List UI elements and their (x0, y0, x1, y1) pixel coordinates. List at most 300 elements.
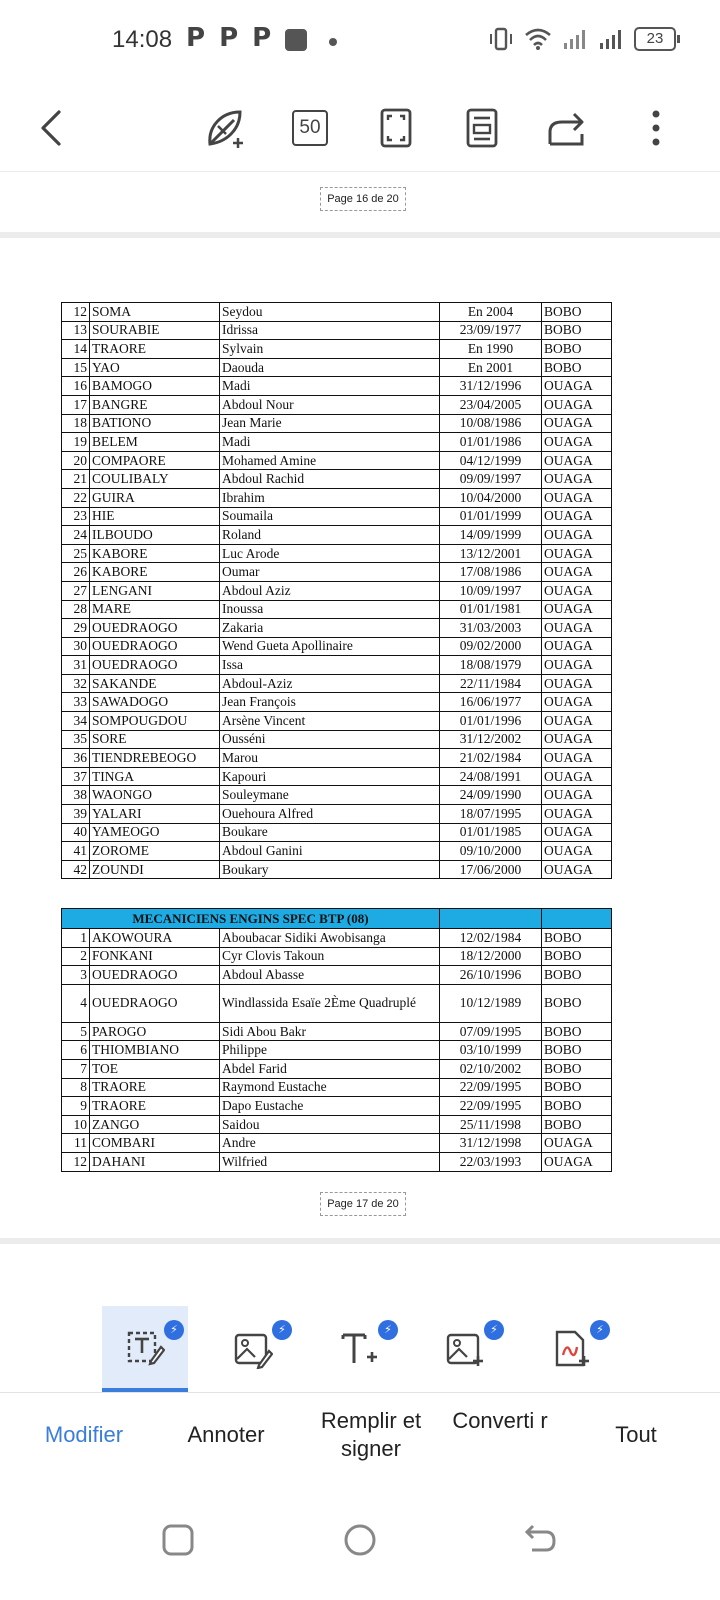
row-number-cell: 27 (62, 581, 90, 600)
last-name-cell: SOURABIE (90, 321, 220, 340)
row-number-cell: 15 (62, 358, 90, 377)
last-name-cell: TRAORE (90, 340, 220, 359)
viewer-toolbar (0, 80, 720, 172)
more-notifications-icon (329, 38, 337, 46)
row-number-cell: 11 (62, 1134, 90, 1153)
last-name-cell: OUEDRAOGO (90, 637, 220, 656)
last-name-cell: TRAORE (90, 1097, 220, 1116)
birth-date-cell: En 2001 (440, 358, 542, 377)
first-name-cell: Aboubacar Sidiki Awobisanga (220, 929, 440, 948)
table-row (62, 619, 612, 638)
table-row (62, 1059, 612, 1078)
first-name-cell: Windlassida Esaïe 2Ème Quadruplé (220, 984, 440, 1022)
row-number-cell: 29 (62, 619, 90, 638)
first-name-cell: Boukare (220, 823, 440, 842)
first-name-cell: Roland (220, 526, 440, 545)
header-cell (440, 909, 542, 929)
first-name-cell: Issa (220, 656, 440, 675)
birth-date-cell: 01/01/1999 (440, 507, 542, 526)
birth-date-cell: 01/01/1986 (440, 433, 542, 452)
location-cell: BOBO (542, 303, 612, 322)
table-row (62, 1022, 612, 1041)
last-name-cell: COULIBALY (90, 470, 220, 489)
last-name-cell: SOMPOUGDOU (90, 712, 220, 731)
page-mode-button[interactable] (454, 100, 510, 156)
first-name-cell: Oumar (220, 563, 440, 582)
status-bar (0, 0, 720, 80)
location-cell: OUAGA (542, 693, 612, 712)
table-row (62, 1078, 612, 1097)
first-name-cell: Cyr Clovis Takoun (220, 947, 440, 966)
last-name-cell: SORE (90, 730, 220, 749)
pdf-tools-icon (551, 1329, 591, 1369)
table-row (62, 947, 612, 966)
first-name-cell: Madi (220, 433, 440, 452)
location-cell: OUAGA (542, 526, 612, 545)
status-time: 14:08 (112, 26, 173, 53)
location-cell: OUAGA (542, 581, 612, 600)
row-number-cell: 2 (62, 947, 90, 966)
first-name-cell: Abdoul Ganini (220, 842, 440, 861)
last-name-cell: DAHANI (90, 1152, 220, 1171)
page-number-label: Page 16 de 20 (320, 187, 406, 211)
table-row (62, 656, 612, 675)
row-number-cell: 10 (62, 1115, 90, 1134)
birth-date-cell: 22/11/1984 (440, 674, 542, 693)
last-name-cell: GUIRA (90, 488, 220, 507)
location-cell: BOBO (542, 966, 612, 985)
row-number-cell: 42 (62, 860, 90, 879)
birth-date-cell: En 2004 (440, 303, 542, 322)
ai-feather-button[interactable] (196, 100, 252, 156)
location-cell: OUAGA (542, 674, 612, 693)
notification-p-icon: P (219, 23, 239, 53)
birth-date-cell: 14/09/1999 (440, 526, 542, 545)
last-name-cell: TRAORE (90, 1078, 220, 1097)
table-row (62, 303, 612, 322)
row-number-cell: 19 (62, 433, 90, 452)
first-name-cell: Abdoul Nour (220, 395, 440, 414)
location-cell: BOBO (542, 947, 612, 966)
location-cell: OUAGA (542, 767, 612, 786)
birth-date-cell: 22/03/1993 (440, 1152, 542, 1171)
row-number-cell: 35 (62, 730, 90, 749)
location-cell: OUAGA (542, 749, 612, 768)
birth-date-cell: 13/12/2001 (440, 544, 542, 563)
table-row (62, 526, 612, 545)
first-name-cell: Souleymane (220, 786, 440, 805)
row-number-cell: 4 (62, 984, 90, 1022)
location-cell: OUAGA (542, 377, 612, 396)
location-cell: BOBO (542, 1115, 612, 1134)
birth-date-cell: 31/12/2002 (440, 730, 542, 749)
row-number-cell: 14 (62, 340, 90, 359)
last-name-cell: LENGANI (90, 581, 220, 600)
location-cell: BOBO (542, 984, 612, 1022)
location-cell: OUAGA (542, 805, 612, 824)
location-cell: BOBO (542, 1022, 612, 1041)
row-number-cell: 31 (62, 656, 90, 675)
last-name-cell: AKOWOURA (90, 929, 220, 948)
location-cell: BOBO (542, 1041, 612, 1060)
first-name-cell: Raymond Eustache (220, 1078, 440, 1097)
table-row (62, 358, 612, 377)
last-name-cell: TINGA (90, 767, 220, 786)
location-cell: OUAGA (542, 637, 612, 656)
location-cell: OUAGA (542, 395, 612, 414)
birth-date-cell: 24/08/1991 (440, 767, 542, 786)
notification-p-icon: P (186, 23, 206, 53)
location-cell: BOBO (542, 1059, 612, 1078)
section-header: MECANICIENS ENGINS SPEC BTP (08) (62, 909, 440, 929)
notification-p-icon: P (252, 23, 272, 53)
first-name-cell: Zakaria (220, 619, 440, 638)
location-cell: BOBO (542, 1078, 612, 1097)
table-row (62, 1134, 612, 1153)
table-row (62, 433, 612, 452)
battery-indicator: 23 (634, 27, 676, 51)
first-name-cell: Abdoul Abasse (220, 966, 440, 985)
first-name-cell: Seydou (220, 303, 440, 322)
row-number-cell: 30 (62, 637, 90, 656)
location-cell: OUAGA (542, 842, 612, 861)
first-name-cell: Inoussa (220, 600, 440, 619)
row-number-cell: 12 (62, 303, 90, 322)
table-row (62, 1152, 612, 1171)
last-name-cell: HIE (90, 507, 220, 526)
page-layout-icon (465, 107, 499, 149)
recent-apps-icon[interactable] (158, 1520, 198, 1560)
row-number-cell: 12 (62, 1152, 90, 1171)
table-row (62, 488, 612, 507)
table-row (62, 984, 612, 1022)
premium-badge-icon: ⚡ (378, 1320, 398, 1340)
header-cell (542, 909, 612, 929)
last-name-cell: COMBARI (90, 1134, 220, 1153)
birth-date-cell: 31/12/1998 (440, 1134, 542, 1153)
location-cell: OUAGA (542, 1152, 612, 1171)
image-add-icon (445, 1329, 485, 1369)
last-name-cell: OUEDRAOGO (90, 656, 220, 675)
row-number-cell: 17 (62, 395, 90, 414)
last-name-cell: SOMA (90, 303, 220, 322)
first-name-cell: Arsène Vincent (220, 712, 440, 731)
birth-date-cell: 21/02/1984 (440, 749, 542, 768)
page-separator (0, 232, 720, 238)
table-row (62, 712, 612, 731)
fill-sign-tool-button[interactable] (316, 1306, 402, 1392)
mecaniciens-table (61, 908, 612, 1172)
birth-date-cell: 12/02/1984 (440, 929, 542, 948)
birth-date-cell: 10/12/1989 (440, 984, 542, 1022)
location-cell: OUAGA (542, 451, 612, 470)
first-name-cell: Madi (220, 377, 440, 396)
last-name-cell: COMPAORE (90, 451, 220, 470)
birth-date-cell: 09/09/1997 (440, 470, 542, 489)
location-cell: BOBO (542, 340, 612, 359)
birth-date-cell: 18/08/1979 (440, 656, 542, 675)
row-number-cell: 33 (62, 693, 90, 712)
table-row (62, 600, 612, 619)
birth-date-cell: 31/12/1996 (440, 377, 542, 396)
zoom-level-button[interactable] (282, 100, 338, 156)
first-name-cell: Soumaila (220, 507, 440, 526)
all-tools-button[interactable] (528, 1306, 614, 1392)
table-row (62, 377, 612, 396)
table-row (62, 1115, 612, 1134)
share-button[interactable] (540, 100, 596, 156)
birth-date-cell: 17/06/2000 (440, 860, 542, 879)
location-cell: BOBO (542, 358, 612, 377)
row-number-cell: 1 (62, 929, 90, 948)
more-vertical-icon (650, 108, 662, 148)
edit-tool-button[interactable] (102, 1306, 188, 1392)
last-name-cell: BELEM (90, 433, 220, 452)
location-cell: OUAGA (542, 1134, 612, 1153)
row-number-cell: 21 (62, 470, 90, 489)
birth-date-cell: 10/04/2000 (440, 488, 542, 507)
last-name-cell: ILBOUDO (90, 526, 220, 545)
location-cell: OUAGA (542, 712, 612, 731)
row-number-cell: 3 (62, 966, 90, 985)
zoom-level: 50 (292, 110, 328, 146)
last-name-cell: BANGRE (90, 395, 220, 414)
location-cell: BOBO (542, 321, 612, 340)
location-cell: OUAGA (542, 823, 612, 842)
last-name-cell: TIENDREBEOGO (90, 749, 220, 768)
location-cell: OUAGA (542, 414, 612, 433)
birth-date-cell: 10/08/1986 (440, 414, 542, 433)
row-number-cell: 18 (62, 414, 90, 433)
page-separator (0, 1238, 720, 1244)
first-name-cell: Abdel Farid (220, 1059, 440, 1078)
chevron-left-icon (37, 108, 67, 148)
row-number-cell: 26 (62, 563, 90, 582)
last-name-cell: ZOUNDI (90, 860, 220, 879)
first-name-cell: Daouda (220, 358, 440, 377)
tab-convertir[interactable]: Converti r (452, 1408, 548, 1433)
row-number-cell: 38 (62, 786, 90, 805)
last-name-cell: ZANGO (90, 1115, 220, 1134)
row-number-cell: 9 (62, 1097, 90, 1116)
first-name-cell: Jean François (220, 693, 440, 712)
table-row (62, 929, 612, 948)
first-name-cell: Boukary (220, 860, 440, 879)
last-name-cell: MARE (90, 600, 220, 619)
tab-annoter[interactable]: Annoter (187, 1422, 265, 1447)
row-number-cell: 7 (62, 1059, 90, 1078)
location-cell: BOBO (542, 1097, 612, 1116)
location-cell: OUAGA (542, 544, 612, 563)
bottom-action-icons (0, 1306, 720, 1392)
table-row (62, 544, 612, 563)
table-row (62, 842, 612, 861)
last-name-cell: ZOROME (90, 842, 220, 861)
table-row (62, 693, 612, 712)
row-number-cell: 5 (62, 1022, 90, 1041)
birth-date-cell: 26/10/1996 (440, 966, 542, 985)
notification-app-icon (285, 29, 307, 51)
location-cell: OUAGA (542, 619, 612, 638)
fullscreen-button[interactable] (368, 100, 424, 156)
first-name-cell: Kapouri (220, 767, 440, 786)
annotate-tool-button[interactable] (210, 1306, 296, 1392)
birth-date-cell: 17/08/1986 (440, 563, 542, 582)
first-name-cell: Dapo Eustache (220, 1097, 440, 1116)
table-row (62, 340, 612, 359)
first-name-cell: Abdoul Aziz (220, 581, 440, 600)
birth-date-cell: 10/09/1997 (440, 581, 542, 600)
back-button[interactable] (24, 100, 80, 156)
row-number-cell: 22 (62, 488, 90, 507)
last-name-cell: FONKANI (90, 947, 220, 966)
roster-table (61, 302, 612, 879)
row-number-cell: 40 (62, 823, 90, 842)
table-row (62, 1097, 612, 1116)
location-cell: OUAGA (542, 563, 612, 582)
page-number-label: Page 17 de 20 (320, 1192, 406, 1216)
birth-date-cell: 09/10/2000 (440, 842, 542, 861)
last-name-cell: YAMEOGO (90, 823, 220, 842)
last-name-cell: BATIONO (90, 414, 220, 433)
first-name-cell: Idrissa (220, 321, 440, 340)
more-options-button[interactable] (628, 100, 684, 156)
location-cell: OUAGA (542, 656, 612, 675)
home-icon[interactable] (340, 1520, 380, 1560)
location-cell: OUAGA (542, 600, 612, 619)
last-name-cell: OUEDRAOGO (90, 984, 220, 1022)
location-cell: OUAGA (542, 470, 612, 489)
table-row (62, 451, 612, 470)
birth-date-cell: 18/07/1995 (440, 805, 542, 824)
table-row (62, 805, 612, 824)
birth-date-cell: 16/06/1977 (440, 693, 542, 712)
premium-badge-icon: ⚡ (272, 1320, 292, 1340)
table-row (62, 767, 612, 786)
first-name-cell: Luc Arode (220, 544, 440, 563)
row-number-cell: 36 (62, 749, 90, 768)
last-name-cell: OUEDRAOGO (90, 619, 220, 638)
first-name-cell: Ousséni (220, 730, 440, 749)
birth-date-cell: 22/09/1995 (440, 1097, 542, 1116)
table-row (62, 674, 612, 693)
location-cell: OUAGA (542, 507, 612, 526)
last-name-cell: YAO (90, 358, 220, 377)
table-row (62, 563, 612, 582)
fullscreen-icon (379, 107, 413, 149)
birth-date-cell: 04/12/1999 (440, 451, 542, 470)
birth-date-cell: 01/01/1996 (440, 712, 542, 731)
row-number-cell: 39 (62, 805, 90, 824)
location-cell: BOBO (542, 929, 612, 948)
last-name-cell: BAMOGO (90, 377, 220, 396)
last-name-cell: SAWADOGO (90, 693, 220, 712)
first-name-cell: Ouehoura Alfred (220, 805, 440, 824)
row-number-cell: 20 (62, 451, 90, 470)
edit-text-icon (125, 1327, 165, 1367)
table-row (62, 637, 612, 656)
birth-date-cell: 01/01/1985 (440, 823, 542, 842)
tab-modifier[interactable]: Modifier (44, 1422, 124, 1447)
first-name-cell: Marou (220, 749, 440, 768)
location-cell: OUAGA (542, 488, 612, 507)
tab-remplir-signer[interactable]: Remplir et signer (320, 1408, 422, 1461)
row-number-cell: 24 (62, 526, 90, 545)
first-name-cell: Abdoul Rachid (220, 470, 440, 489)
row-number-cell: 6 (62, 1041, 90, 1060)
table-row (62, 786, 612, 805)
row-number-cell: 28 (62, 600, 90, 619)
annotate-image-icon (233, 1329, 273, 1369)
table-row (62, 321, 612, 340)
first-name-cell: Ibrahim (220, 488, 440, 507)
row-number-cell: 8 (62, 1078, 90, 1097)
last-name-cell: SAKANDE (90, 674, 220, 693)
back-nav-icon[interactable] (520, 1520, 560, 1560)
premium-badge-icon: ⚡ (484, 1320, 504, 1340)
birth-date-cell: 01/01/1981 (440, 600, 542, 619)
table-row (62, 730, 612, 749)
location-cell: OUAGA (542, 786, 612, 805)
vibrate-icon (488, 26, 514, 52)
text-add-icon (339, 1329, 379, 1369)
last-name-cell: KABORE (90, 544, 220, 563)
bottom-tab-bar (0, 1392, 720, 1482)
table-row (62, 966, 612, 985)
last-name-cell: YALARI (90, 805, 220, 824)
row-number-cell: 41 (62, 842, 90, 861)
last-name-cell: TOE (90, 1059, 220, 1078)
table-row (62, 507, 612, 526)
first-name-cell: Philippe (220, 1041, 440, 1060)
row-number-cell: 32 (62, 674, 90, 693)
signal-icon (562, 27, 588, 51)
tab-tout[interactable]: Tout (615, 1422, 657, 1447)
feather-icon (200, 104, 248, 152)
status-indicators (488, 26, 676, 52)
convert-tool-button[interactable] (422, 1306, 508, 1392)
row-number-cell: 25 (62, 544, 90, 563)
row-number-cell: 34 (62, 712, 90, 731)
table-row (62, 749, 612, 768)
first-name-cell: Mohamed Amine (220, 451, 440, 470)
row-number-cell: 16 (62, 377, 90, 396)
table-row (62, 1041, 612, 1060)
signal-icon (598, 27, 624, 51)
birth-date-cell: 03/10/1999 (440, 1041, 542, 1060)
first-name-cell: Abdoul-Aziz (220, 674, 440, 693)
row-number-cell: 37 (62, 767, 90, 786)
last-name-cell: THIOMBIANO (90, 1041, 220, 1060)
first-name-cell: Wend Gueta Apollinaire (220, 637, 440, 656)
last-name-cell: PAROGO (90, 1022, 220, 1041)
location-cell: OUAGA (542, 433, 612, 452)
premium-badge-icon: ⚡ (590, 1320, 610, 1340)
table-row (62, 860, 612, 879)
last-name-cell: OUEDRAOGO (90, 966, 220, 985)
birth-date-cell: 22/09/1995 (440, 1078, 542, 1097)
birth-date-cell: 18/12/2000 (440, 947, 542, 966)
birth-date-cell: En 1990 (440, 340, 542, 359)
first-name-cell: Sylvain (220, 340, 440, 359)
birth-date-cell: 23/09/1977 (440, 321, 542, 340)
birth-date-cell: 31/03/2003 (440, 619, 542, 638)
row-number-cell: 13 (62, 321, 90, 340)
first-name-cell: Andre (220, 1134, 440, 1153)
birth-date-cell: 25/11/1998 (440, 1115, 542, 1134)
table-row (62, 414, 612, 433)
table-row (62, 823, 612, 842)
